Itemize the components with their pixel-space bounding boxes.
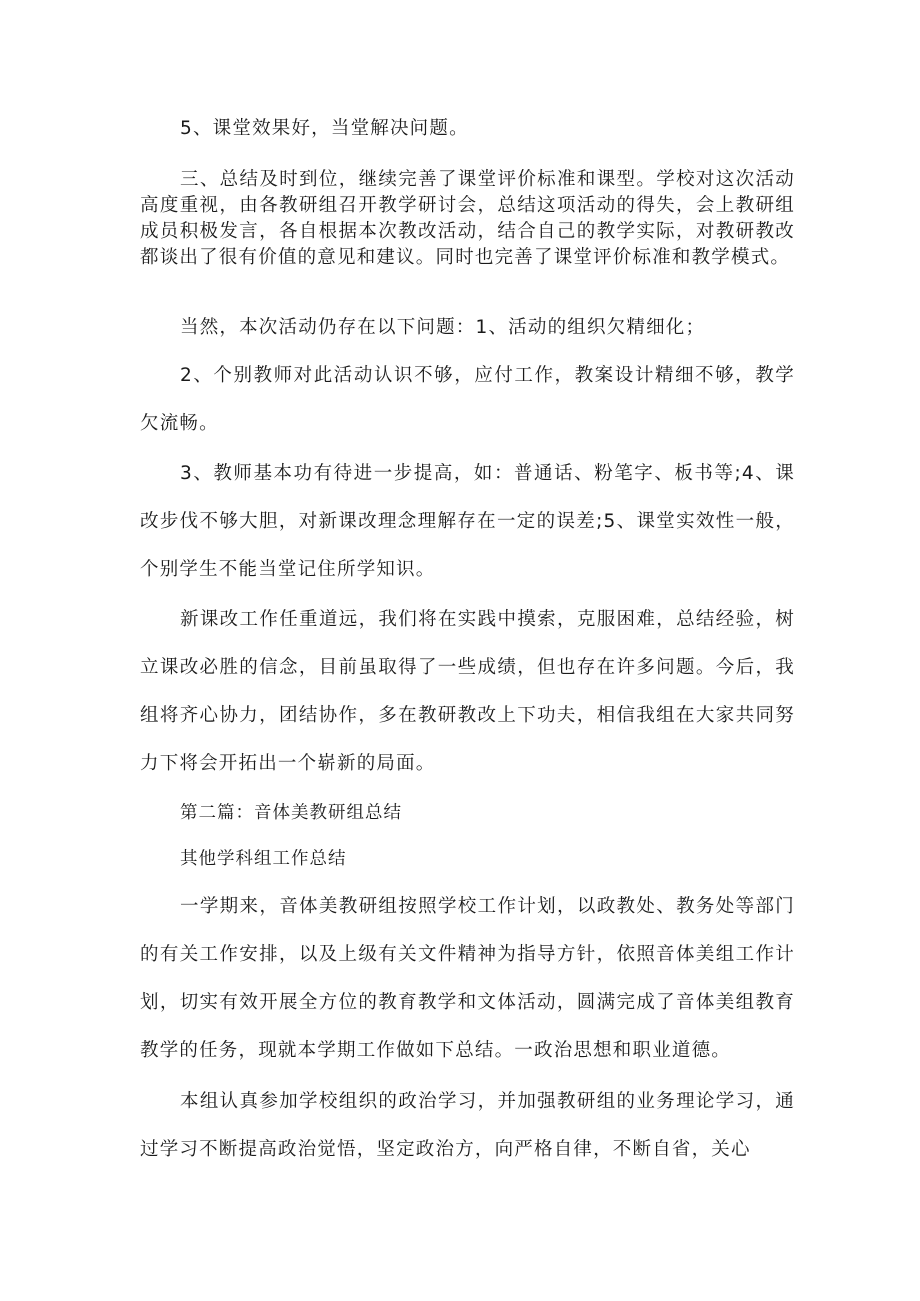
paragraph-summary: 三、总结及时到位，继续完善了课堂评价标准和课型。学校对这次活动高度重视，由各教研组召开教学研讨会，总结这项活动的得失，会上教研组成员积极发言，各自根据本次教改活动，结合自己的教学实际，对教研教改都谈出了很有价值的意见和建议。同时也完善了课堂评价标准和教学模式。 <box>140 169 795 268</box>
paragraph-problem-2: 2、个别教师对此活动认识不够，应付工作，教案设计精细不够，教学欠流畅。 <box>140 365 795 434</box>
paragraph-effect: 5、课堂效果好，当堂解决问题。 <box>180 118 469 139</box>
paragraph-problem-3: 3、教师基本功有待进一步提高，如：普通话、粉笔字、板书等;4、课改步伐不够大胆，对新课改理念理解存在一定的误差;5、课堂实效性一般，个别学生不能当堂记住所学知识。 <box>140 463 795 580</box>
paragraph-semester: 一学期来，音体美教研组按照学校工作计划，以政教处、教务处等部门的有关工作安排，以及上级有关文件精神为指导方针，依照音体美组工作计划，切实有效开展全方位的教育教学和文体活动，圆满完成了音体美组教育教学的任务，现就本学期工作做如下总结。一政治思想和职业道德。 <box>140 896 795 1061</box>
paragraph-outlook: 新课改工作任重道远，我们将在实践中摸索，克服困难，总结经验，树立课改必胜的信念，目前虽取得了一些成绩，但也存在许多问题。今后，我组将齐心协力，团结协作，多在教研教改上下功夫，相信我组在大家共同努力下将会开拓出一个崭新的局面。 <box>140 609 795 774</box>
paragraph-problems-intro: 当然，本次活动仍存在以下问题：1、活动的组织欠精细化； <box>180 317 706 338</box>
paragraph-political-study: 本组认真参加学校组织的政治学习，并加强教研组的业务理论学习，通过学习不断提高政治觉悟，坚定政治方，向严格自律，不断自省，关心 <box>140 1091 795 1160</box>
section-heading: 第二篇：音体美教研组总结 <box>180 803 402 823</box>
section-subheading: 其他学科组工作总结 <box>180 849 347 869</box>
